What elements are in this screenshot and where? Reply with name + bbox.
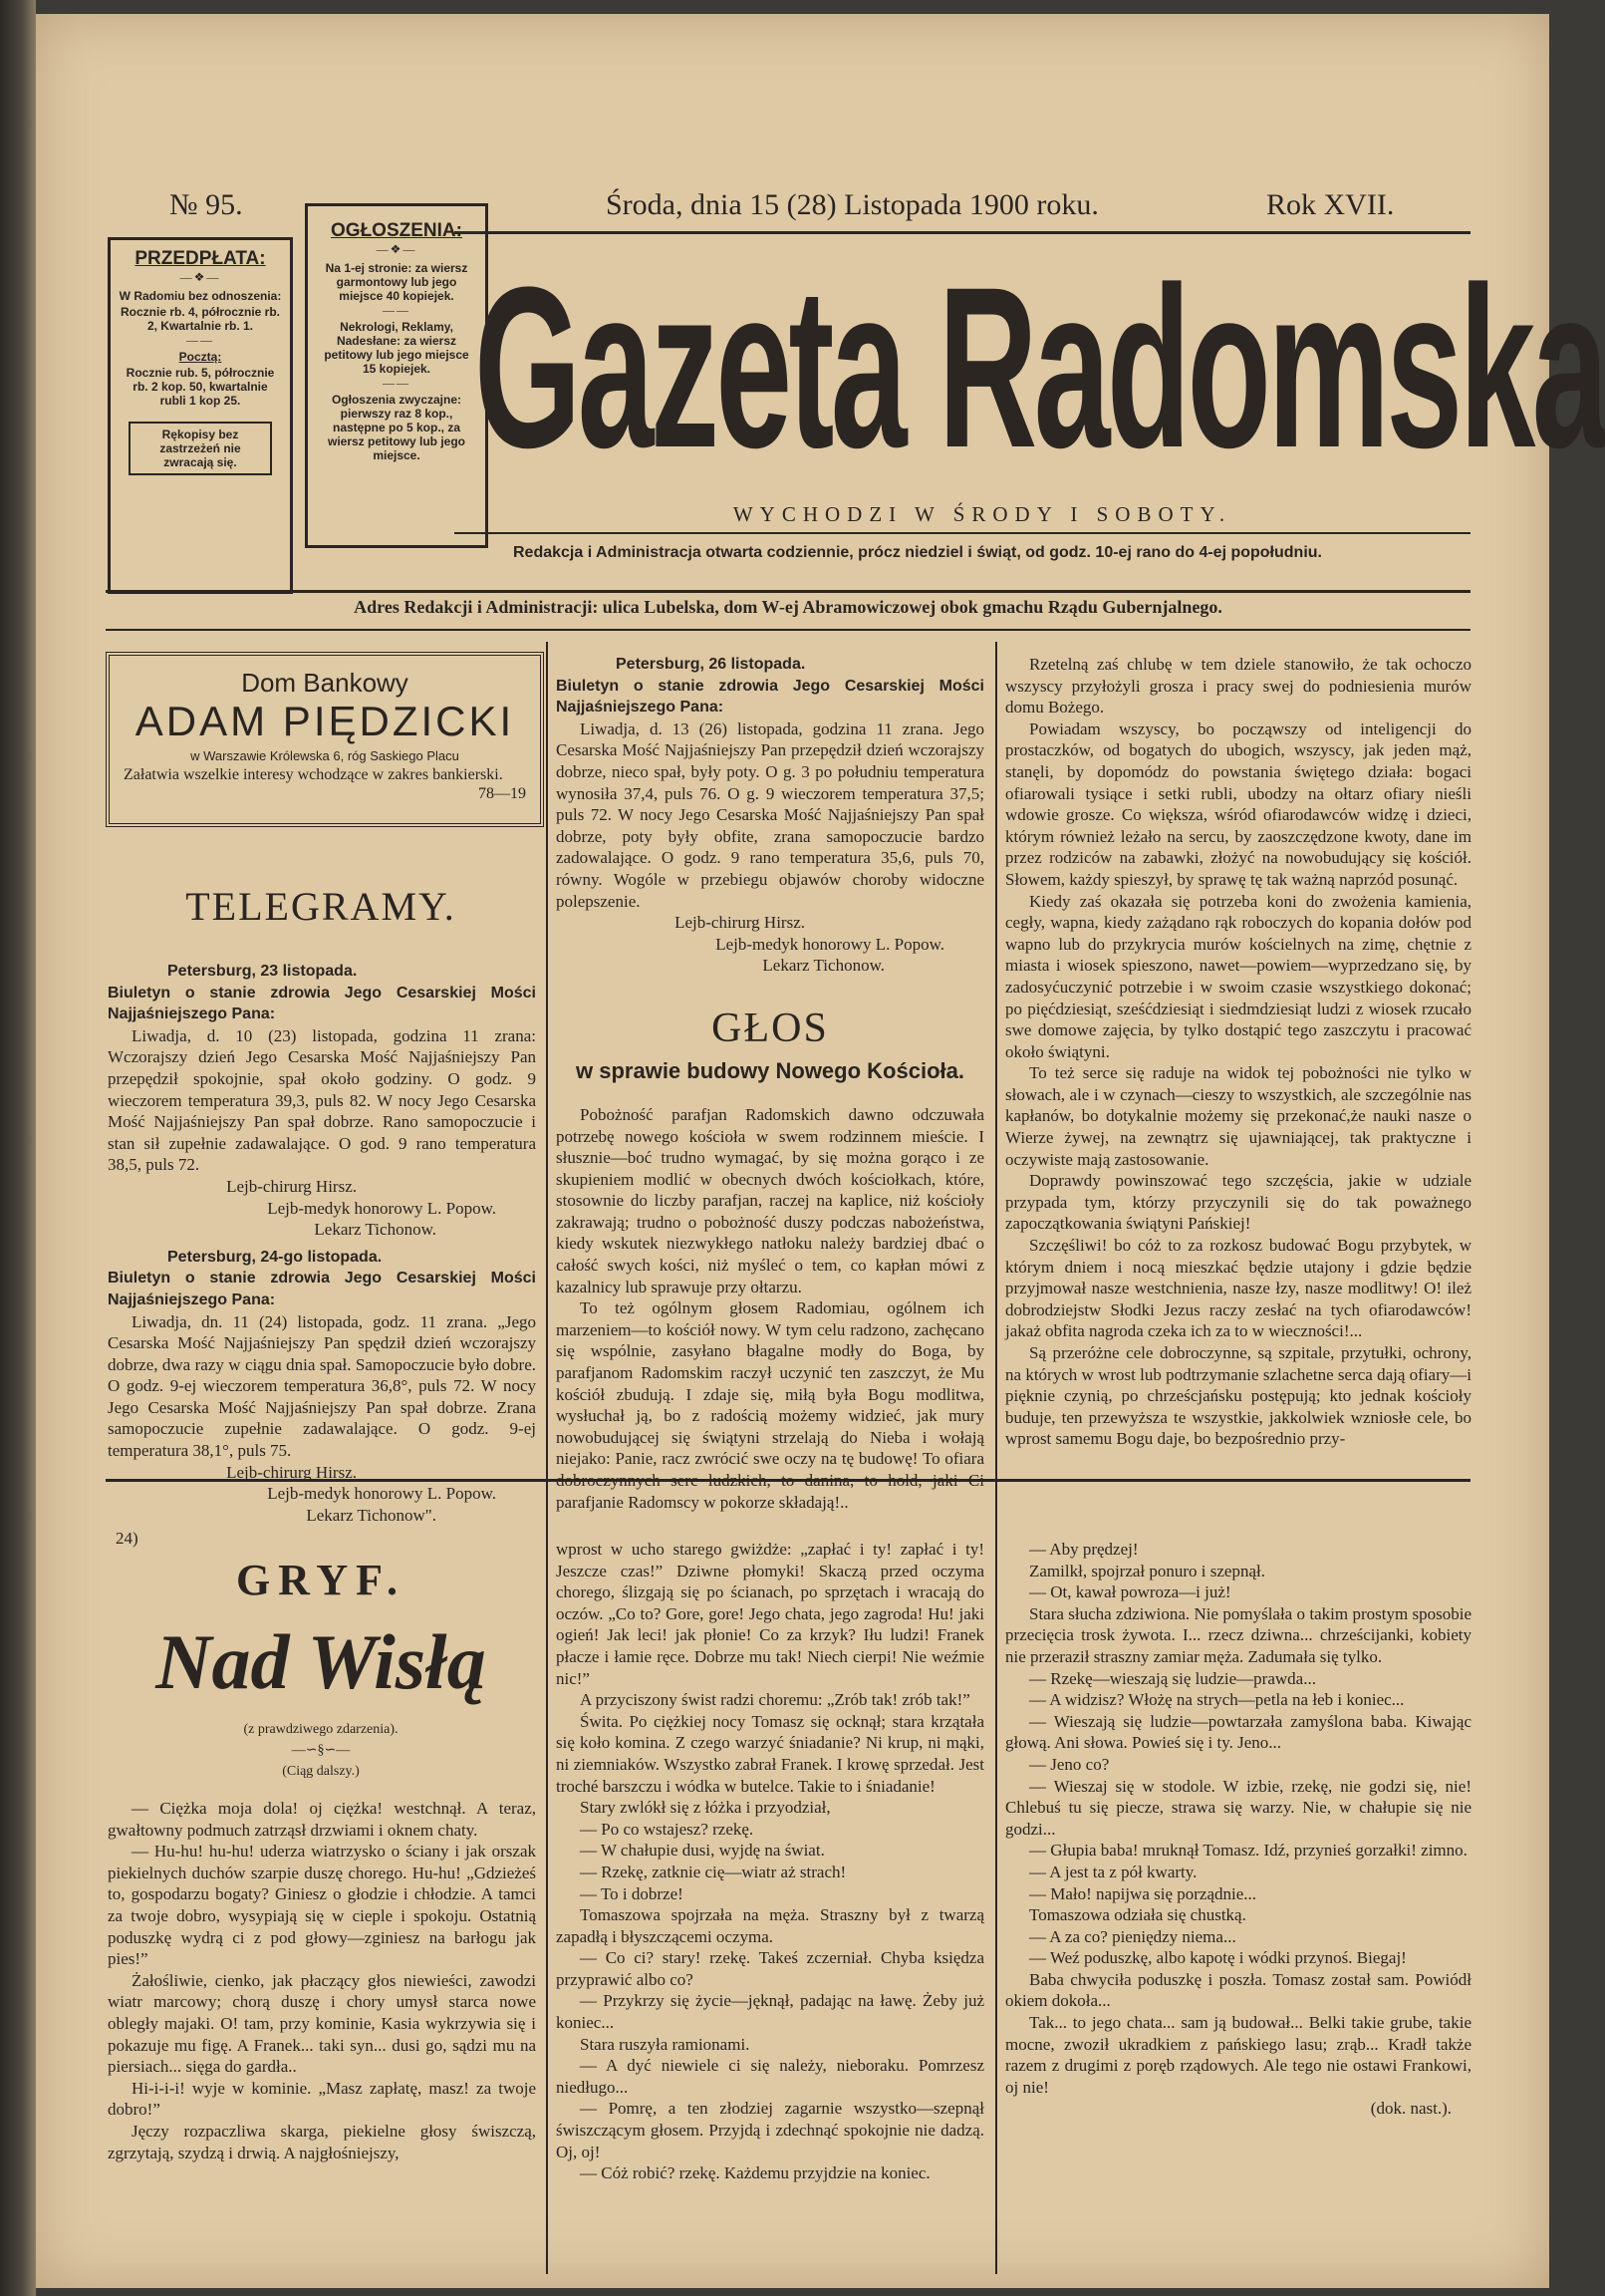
bank-name: ADAM PIĘDZICKI (134, 698, 515, 744)
issue-date: Środa, dnia 15 (28) Listopada 1900 roku. (606, 188, 1099, 221)
article-paragraph: Rzetelną zaś chlubę w tem dziele stanowiło, że tak ochoczo wszyscy przyłożyli grosza i pracy swej do podniesienia murów domu Bożego. (1005, 655, 1471, 718)
feuilleton-paragraph: — A dyć niewiele ci się należy, nieboraku. Pomrzesz niedługo... (556, 2056, 984, 2097)
article-paragraph: Doprawdy powinszować tego szczęścia, jakie w udziale przypada tym, którzy przyczynili się do tak poważnego zapoczątkowania świątyni Pańskiej! (1005, 1171, 1471, 1234)
feuilleton-paragraph: — Pomrę, a ten złodziej zagarnie wszystko—szepnął świszczącym głosem. Przyjdą i zdechnąć spokojnie nie dadzą. Oj, oj! (556, 2099, 984, 2161)
telegram-signature: Lejb-medyk honorowy L. Popow. (267, 1484, 496, 1504)
telegram-title: Biuletyn o stanie zdrowia Jego Cesarskiej Mości Najjaśniejszego Pana: (108, 1270, 536, 1308)
telegram-signature: Lekarz Tichonow". (306, 1505, 436, 1525)
feuilleton-paragraph: — To i dobrze! (580, 1883, 683, 1903)
feuilleton-paragraph: Zamilkł, spojrzał ponuro i szepnął. (1029, 1561, 1265, 1580)
feuilleton-column-1 (108, 1798, 536, 2276)
telegram-head: Petersburg, 24-go listopada. (167, 1248, 383, 1266)
article-paragraph: Są przeróżne cele dobroczynne, są szpitale, przytułki, ochrony, na których w wrost lub podtrzymanie szlachetne serca dają ofiary—i pięknie czynią, po chrześcjańsku postępują; kto jednak kościoły buduje, ten przewyższa te wszystkie, jakkolwiek wzniosłe cele, bo wprost samemu Bogu daje, bo bezpośrednio przy- (1005, 1343, 1471, 1449)
telegrams-heading: TELEGRAMY. (185, 884, 456, 929)
feuilleton-column-3 (1005, 1539, 1471, 2276)
telegram-signature: Lekarz Tichonow. (762, 956, 885, 976)
article-paragraph: Kiedy zaś okazała się potrzeba koni do zwożenia kamienia, cegły, wapna, kiedy zażądano rąk roboczych do kopania dołów pod wapno lub do przykrycia murów kościelnych na zimę, chętnie z miasta i wiosek spieszono, nawet—powiem—wyprzedzano się, by zadosyćuczynić potrzebie i w swoim czasie wszystkiego dokonać; po pięćdziesiąt, sześćdziesiąt i siedmdziesiąt ludzi z wiosek rzucało swe domowe zajęcia, by tylko dostąpić tego zaszczytu i pracować około świątyni. (1005, 891, 1471, 1061)
feuilleton-paragraph: Hi-i-i-i! wyje w kominie. „Masz zapłatę, masz! za twoje dobro!” (108, 2078, 536, 2120)
feuilleton-paragraph: — Przykrzy się życie—jęknął, padając na ławę. Żeby już koniec... (556, 1991, 984, 2033)
glos-subtitle: w sprawie budowy Nowego Kościoła. (576, 1057, 964, 1083)
telegram-signature: Lejb-chirurg Hirsz. (226, 1462, 357, 1482)
feuilleton-paragraph: — W chałupie dusi, wyjdę na świat. (580, 1841, 825, 1861)
feuilleton-paragraph: — Ciężka moja dola! oj ciężka! westchnął. A teraz, gwałtowny podmuch zatrząsł drzwiami i oknem chaty. (108, 1799, 536, 1840)
telegram-body: Liwadja, d. 10 (23) listopada, godzina 11 zrana: Wczorajszy dzień Jego Cesarska Mość Najjaśniejszy Pan przepędził spokojnie, spał około godziny. O godz. 9 wieczorem temperatura 39,3, puls 82. W nocy Jego Cesarska Mość Najjaśniejszy Pan spał dobrze. Rano samopoczucie i stan sił zupełnie zadawalające. O god. 9 rano temperatura 38,5, puls 72. (108, 1025, 536, 1175)
feuilleton-number: 24) (116, 1529, 138, 1548)
feuilleton-paragraph: Stara słucha zdziwiona. Nie pomyślała o takim prostym sposobie przecięcia trosk żywota. I... rzecz dziwna... chrześcijanki, kobiety nie przeraził straszny zamiar męża. Zadumała się tylko. (1005, 1603, 1471, 1666)
feuilleton-column-2 (556, 1539, 984, 2276)
masthead-rule-mid (454, 532, 1471, 534)
bank-ref: 78—19 (478, 785, 526, 802)
feuilleton-paragraph: — A jest ta z pół kwarty. (1029, 1862, 1198, 1881)
glos-paragraph: Pobożność parafjan Radomskich dawno odczuwała potrzebę nowego kościoła w swem rodzinnem mieście. I słusznie—boć trudno wymagać, by się można gorąco i ze skupieniem modlić w obecnych dwóch kościołkach, które, stosownie do liczby parafjan, raczej na kaplice, niż kościoły zakrawają; trudno o pobożność duszy podczas nabożeństwa, kiedy wskutek niezwykłego natłoku należy bardziej dbać o całość swych kości, niż myśleć o tem, co kapłan mówi z kazalnicy lub sprawuje przy ołtarzu. (556, 1104, 984, 1296)
feuilleton-paragraph: wprost w ucho starego gwiżdże: „zapłać i ty! zapłać i ty! Jeszcze czas!” Dziwne płomyki! Skaczą przed oczyma chorego, ślizgają się po ścianach, po sprzętach i wracają do oczów. „Co to? Gore, gore! Jego chata, jego zagroda! Hu! jaki ogień! Jak leci! jak płonie! Co za krzyk? Iłu ludzi! Franek płacze i łamie ręce. Dobrze mu tak! Niech cierpi! Nie weźmie nic!” (556, 1540, 984, 1688)
feuilleton-paragraph: — Rzekę, zatknie cię—wiatr aż strach! (580, 1862, 847, 1881)
office-hours: Redakcja i Administracja otwarta codziennie, prócz niedziel i świąt, od godz. 10-ej rano do 4-ej popołudniu. (513, 544, 1322, 561)
feuilleton-paragraph: — Hu-hu! hu-hu! uderza wiatrzysko o ściany i jak orszak piekielnych duchów szarpie duszę chorego. Hu-hu! „Gdzieżeś to, gospodarzu bogaty? Giniesz o głodzie i chłodzie. A tamci za twoje dobro, wysypiają się w cieple i spokoju. Ostatnią poduszkę wydrą ci z pod głowy—zginiesz na barłogu jak pies!” (108, 1842, 536, 1969)
column-rule (546, 1487, 548, 2274)
ornament-icon: —∽§∽— (291, 1743, 351, 1758)
subscription-post-text: Rocznie rub. 5, półrocznie rb. 2 kop. 50, kwartalnie rubli 1 kop 25. (126, 366, 275, 408)
feuilleton-paragraph: Żałośliwie, cienko, jak płaczący głos niewieści, zawodzi wiatr marcowy; chorą duszę i chory umysł starca nowe obległy majaki. O! tam, przy kominie, Kasia wykrzywia się i pokazuje mu figę. A Franek... taki syn... dusi go, sądzi mu na piersiach... sięga do gardła.. (108, 1970, 536, 2077)
ads-heading: OGŁOSZENIA: (331, 220, 462, 241)
middle-column (556, 654, 984, 1512)
feuilleton-paragraph: — Co ci? stary! rzekę. Takeś zczerniał. Chyba księdza przyprawić albo co? (556, 1948, 984, 1989)
feuilleton-paragraph: Świta. Po ciężkiej nocy Tomasz się ocknął; stara krzątała się koło komina. Z czego warzyć śniadanie? Ni krup, ni mąki, ni ziemniaków. Wszystko zabrał Franek. I krowę sprzedał. Jest troché barszczu i wódka w butelce. Takie to i śniadanie! (556, 1711, 984, 1796)
telegram-signature: Lejb-chirurg Hirsz. (226, 1176, 357, 1196)
office-address: Adres Redakcji i Administracji: ulica Lubelska, dom W-ej Abramowiczowej obok gmachu Rządu Gubernjalnego. (354, 597, 1222, 617)
bank-address: w Warszawie Królewska 6, róg Saskiego Placu (190, 748, 459, 763)
ads-first-page: Na 1-ej stronie: za wiersz garmontowy lub jego miejsce 40 kopiejek. (325, 261, 468, 303)
telegrams-column (108, 961, 536, 1525)
telegram-body: Liwadja, dn. 11 (24) listopada, godz. 11 zrana. „Jego Cesarska Mość Najjaśniejszy Pan spędził dzień wczorajszy dobrze, dwa razy w ciągu dnia spał. Samopoczucie było dobre. O godz. 9-ej wieczorem temperatura 36,8°, puls 72. W nocy Jego Cesarska Mość Najjaśniejszy Pan spał dobrze. Zrana samopoczucie zupełnie zadawalające. O godz. 9-ej temperatura 38,1°, puls 75. (108, 1311, 536, 1461)
feuilleton-paragraph: — Cóż robić? rzekę. Każdemu przyjdzie na koniec. (580, 2163, 931, 2183)
ornament-icon: —❖— (376, 242, 417, 256)
feuilleton-paragraph: (dok. nast.). (1370, 2099, 1452, 2119)
feuilleton-paragraph: — Wieszaj się w stodole. W izbie, rzekę, nie godzi się, nie! Chlebuś tu się piecze, strawa się warzy. Nie, w chałupie się nie godzi... (1005, 1776, 1471, 1839)
bank-ad (106, 652, 544, 827)
subscription-heading: PRZEDPŁATA: (134, 248, 266, 269)
ads-regular: Ogłoszenia zwyczajne: pierwszy raz 8 kop., następne po 5 kop., za wiersz petitowy lub jego miejsce. (327, 393, 466, 462)
feuilleton-paragraph: Tak... to jego chata... sam ją budował... Belki takie grube, takie mocne, zwoził ukradkiem z pańskiego lasu; zrąb... Kradł także razem z drugimi z poręb rządowych. Ale tego nie ostawi Frankowi, oj nie! (1005, 2013, 1471, 2097)
feuilleton-paragraph: — Jeno co? (1029, 1754, 1110, 1774)
newspaper-subtitle: WYCHODZI W ŚRODY I SOBOTY. (732, 502, 1232, 526)
telegram-signature: Lejb-chirurg Hirsz. (674, 913, 805, 933)
glos-title: GŁOS (711, 1004, 829, 1051)
ornament-icon: —❖— (179, 270, 221, 284)
feuilleton-paragraph: — Rzekę—wieszają się ludzie—prawda... (1029, 1668, 1316, 1688)
column-rule (546, 642, 548, 1529)
bank-text: Załatwia wszelkie interesy wchodzące w zakres bankierski. 78—19 (124, 766, 526, 802)
feuilleton-paragraph: Stara ruszyła ramionami. (580, 2034, 750, 2054)
right-column (1005, 654, 1471, 1477)
binding-spine (0, 0, 36, 2296)
telegram-signature: Lejb-medyk honorowy L. Popow. (267, 1198, 496, 1218)
telegram-body: Liwadja, d. 13 (26) listopada, godzina 11 zrana. Jego Cesarska Mość Najjaśniejszy Pan przepędził dzień wczorajszy dobrze, nieco spał, były poty. O g. 3 po południu temperatura wynosiła 37,4, puls 76. O g. 9 wieczorem temperatura 37,5; puls 72. W nocy Jego Cesarska Mość Najjaśniejszy Pan spał dobrze, poty były obfite, zrana samopoczucie bardzo zadowalające. O godz. 9 rano temperatura 35,6, puls 70, równy. Wogóle w przebiegu objawów choroby widoczne polepszenie. (556, 718, 984, 911)
feuilleton-subtitle: (z prawdziwego zdarzenia). (243, 1722, 399, 1737)
ornament-icon: —— (383, 303, 410, 317)
masthead-rule-bottom (106, 590, 1471, 593)
manuscripts-note: Rękopisy bez zastrzeżeń nie zwracają się. (129, 422, 272, 475)
subscription-radom-text: Rocznie rb. 4, półrocznie rb. 2, Kwartalnie rb. 1. (120, 305, 281, 333)
newspaper-page (36, 14, 1605, 2288)
feuilleton-paragraph: — A za co? pieniędzy niema... (1029, 1926, 1236, 1946)
article-paragraph: Szczęśliwi! bo cóż to za rozkosz budować Bogu przybytek, w którym dniem i nocą mieszkać będzie utajony i gdzie będzie przyjmował nasze westchnienia, nasze łzy, nasze modlitwy! O! ileż dobrodziejstw Słodki Jezus raczy zesłać na tych ofiarodawców! jakaż obfita nagroda czeka ich za to w wieczności!... (1005, 1236, 1471, 1341)
feuilleton-paragraph: — Mało! napijwa się porządnie... (1029, 1883, 1257, 1903)
telegram-signature: Lejb-medyk honorowy L. Popow. (715, 934, 944, 954)
telegram-title: Biuletyn o stanie zdrowia Jego Cesarskiej Mości Najjaśniejszego Pana: (108, 984, 536, 1023)
feuilleton-paragraph: A przyciszony świst radzi choremu: „Zrób tak! zrób tak!” (580, 1690, 970, 1710)
feuilleton-paragraph: — Po co wstajesz? rzekę. (580, 1819, 754, 1839)
column-rule (995, 642, 997, 1529)
article-paragraph: Powiadam wszyscy, bo począwszy od inteligencji do prostaczków, od bogatych do ubogich, wszyscy, jak jeden mąż, stanęli, by dopomódz do powstania świętego działa: bogaci ofiarowali tysiące i setki rubli, ubodzy na ołtarz ofiary nieśli wdowie grosze. Co większa, wśród ofiarodawców widzę i dzieci, którym również leżało na sercu, by zaoszczędzone kwoty, dane im przez rodziców na zabawki, złożyć na nowobudujący się kościół. Słowem, każdy spieszył, by sprawę tę tak ważną naprzód posunąć. (1005, 718, 1471, 889)
feuilleton-paragraph: — Ot, kawał powroza—i już! (1029, 1582, 1231, 1602)
feuilleton-paragraph: Baba chwyciła poduszkę i poszła. Tomasz został sam. Powiódł okiem dokoła... (1005, 1969, 1471, 2011)
ads-box (305, 203, 488, 548)
feuilleton-paragraph: Tomaszowa spojrzała na męża. Straszny był z twarzą zapadłą i błyszczącemi oczyma. (556, 1905, 984, 1946)
feuilleton-author: GRYF. (235, 1556, 406, 1604)
subscription-radom-label: W Radomiu bez odnoszenia: (119, 289, 282, 303)
address-rule (106, 629, 1471, 631)
ornament-icon: —— (186, 333, 214, 347)
telegram-head: Petersburg, 23 listopada. (167, 963, 358, 980)
issue-number: № 95. (169, 188, 243, 221)
feuilleton-paragraph: — Głupia baba! mruknął Tomasz. Idź, przynieś gorzałki! zimno. (1029, 1841, 1468, 1861)
ornament-icon: —— (383, 376, 410, 390)
subscription-post-label: Pocztą: (178, 350, 222, 364)
feuilleton-paragraph: Jęczy rozpaczliwa skarga, piekielne głosy świszczą, zgrzytają, szydzą i drwią. A najgłośniejszy, (108, 2121, 536, 2162)
column-rule (995, 1487, 997, 2274)
telegram-title: Biuletyn o stanie zdrowia Jego Cesarskiej Mości Najjaśniejszego Pana: (556, 677, 984, 717)
masthead-rule-top (454, 231, 1471, 234)
ads-obituaries: Nekrologi, Reklamy, Nadesłane: za wiersz petitowy lub jego miejsce 15 kopiejek. (324, 320, 469, 376)
feuilleton-paragraph: Stary zwlókł się z łóżka i przyodział, (580, 1798, 831, 1818)
feuilleton-paragraph: — Aby prędzej! (1029, 1540, 1139, 1559)
subscription-box (108, 237, 293, 594)
telegram-head: Petersburg, 26 listopada. (616, 656, 806, 673)
feuilleton-paragraph: — A widzisz? Włożę na strych—petla na łeb i koniec... (1029, 1690, 1405, 1710)
feuilleton-paragraph: — Weź poduszkę, albo kapotę i wódki przynoś. Biegaj! (1029, 1948, 1407, 1968)
feuilleton-continued: (Ciąg dalszy.) (282, 1764, 360, 1779)
feuilleton-paragraph: — Wieszają się ludzie—powtarzała zamyślona baba. Kiwając głową. Ani słowa. Powieś się i ty. Jeno... (1005, 1711, 1471, 1753)
glos-paragraph: To też ogólnym głosem Radomiau, ogólnem ich marzeniem—to kościół nowy. W tym celu radzono, zachęcano się wspólnie, zasyłano błagalne modły do Boga, by parafjanom Radomskim raczył uczynić ten zaszczyt, że Mu kościół zbudują. I zdaje się, miłą była Bogu modlitwa, wysłuchał ją, bo z radością możemy widzieć, jak mury nowobudującej się świątyni strzelają do Nieba i wołają niejako: Panie, racz zwrócić swe oczy na tę budowę! To ofiara dobroczynnych serc ludzkich, to danina, to hołd, jaki Ci parafjanie Radomscy w pokorze składają!.. (556, 1298, 984, 1512)
issue-year: Rok XVII. (1266, 188, 1395, 221)
telegram-signature: Lekarz Tichonow. (314, 1220, 436, 1240)
article-paragraph: To też serce się raduje na widok tej pobożności nie tylko w słowach, ale i w czynach—cieszy to wszystkich, ale szczególnie nas kapłanów, bo dotykalnie możemy się przekonać,że nauki nasze o Wierze żywej, na zewnątrz się ujawniającej, tak praktyczne i oczywiste mają zastosowanie. (1005, 1063, 1471, 1169)
feuilleton-title: Nad Wisłą (155, 1618, 486, 1705)
bank-line1: Dom Bankowy (241, 668, 408, 698)
feuilleton-paragraph: Tomaszowa odziała się chustką. (1029, 1905, 1246, 1925)
newspaper-title: Gazeta Radomska (474, 239, 1605, 495)
